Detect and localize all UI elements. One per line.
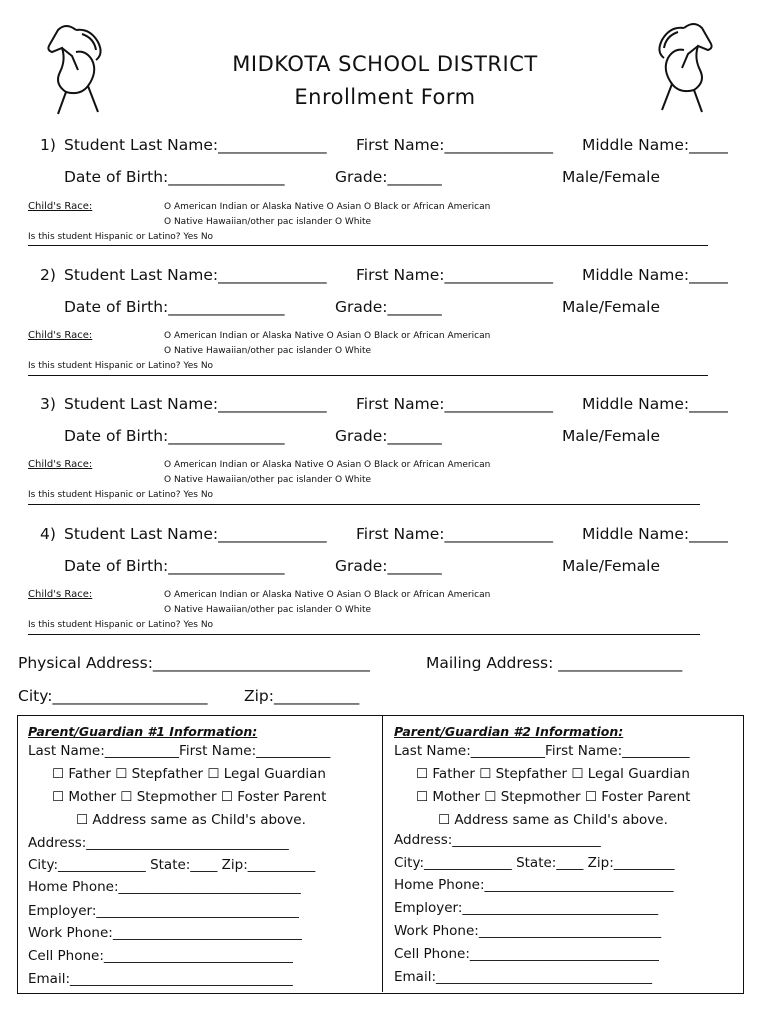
city-field[interactable]: City:____________________	[18, 687, 208, 705]
relationship-options-1[interactable]: ☐ Father ☐ Stepfather ☐ Legal Guardian	[52, 766, 326, 782]
sex-field[interactable]: Male/Female	[562, 557, 660, 575]
race-options-line1[interactable]: O American Indian or Alaska Native O Asian O Black or African American	[164, 202, 491, 212]
student-last-name-field[interactable]: Student Last Name:______________	[64, 525, 327, 543]
grade-field[interactable]: Grade:_______	[335, 168, 442, 186]
race-label: Child's Race:	[28, 330, 93, 341]
race-label: Child's Race:	[28, 589, 93, 600]
work-phone-field[interactable]: Work Phone:____________________________	[28, 925, 302, 941]
student-number: 2)	[40, 266, 56, 284]
student-first-name-field[interactable]: First Name:______________	[356, 525, 553, 543]
race-options-line2[interactable]: O Native Hawaiian/other pac islander O White	[164, 346, 372, 356]
guardian-address-field[interactable]: Address:______________________	[394, 832, 601, 848]
race-options-line2[interactable]: O Native Hawaiian/other pac islander O White	[164, 605, 372, 615]
race-options-line2[interactable]: O Native Hawaiian/other pac islander O White	[164, 475, 372, 485]
home-phone-field[interactable]: Home Phone:____________________________	[394, 877, 674, 893]
sex-field[interactable]: Male/Female	[562, 298, 660, 316]
race-options-line1[interactable]: O American Indian or Alaska Native O Asian O Black or African American	[164, 460, 491, 470]
race-label: Child's Race:	[28, 201, 93, 212]
email-field[interactable]: Email:_________________________________	[28, 971, 293, 987]
student-number: 3)	[40, 395, 56, 413]
date-of-birth-field[interactable]: Date of Birth:_______________	[64, 298, 285, 316]
employer-field[interactable]: Employer:_____________________________	[394, 900, 659, 916]
zip-field[interactable]: Zip:___________	[244, 687, 360, 705]
section-divider	[28, 375, 708, 376]
guardian-column-divider	[382, 716, 383, 992]
same-address-checkbox[interactable]: ☐ Address same as Child's above.	[76, 812, 306, 828]
race-label: Child's Race:	[28, 459, 93, 470]
hispanic-question[interactable]: Is this student Hispanic or Latino? Yes No	[28, 232, 214, 242]
student-last-name-field[interactable]: Student Last Name:______________	[64, 395, 327, 413]
same-address-checkbox[interactable]: ☐ Address same as Child's above.	[438, 812, 668, 828]
grade-field[interactable]: Grade:_______	[335, 557, 442, 575]
section-divider	[28, 504, 700, 505]
student-first-name-field[interactable]: First Name:______________	[356, 395, 553, 413]
student-first-name-field[interactable]: First Name:______________	[356, 266, 553, 284]
hispanic-question[interactable]: Is this student Hispanic or Latino? Yes No	[28, 361, 214, 371]
guardian-city-state-zip-field[interactable]: City:_____________ State:____ Zip:__________	[28, 857, 316, 873]
relationship-options-2[interactable]: ☐ Mother ☐ Stepmother ☐ Foster Parent	[416, 789, 691, 805]
student-last-name-field[interactable]: Student Last Name:______________	[64, 266, 327, 284]
guardian-name-fields[interactable]: Last Name:___________First Name:___________	[28, 743, 331, 759]
student-number: 4)	[40, 525, 56, 543]
student-middle-name-field[interactable]: Middle Name:_____	[582, 395, 728, 413]
mailing-address-field[interactable]: Mailing Address: ________________	[426, 654, 683, 672]
work-phone-field[interactable]: Work Phone:___________________________	[394, 923, 662, 939]
cell-phone-field[interactable]: Cell Phone:____________________________	[28, 948, 293, 964]
student-number: 1)	[40, 136, 56, 154]
hispanic-question[interactable]: Is this student Hispanic or Latino? Yes No	[28, 620, 214, 630]
section-divider	[28, 634, 700, 635]
relationship-options-1[interactable]: ☐ Father ☐ Stepfather ☐ Legal Guardian	[416, 766, 690, 782]
student-last-name-field[interactable]: Student Last Name:______________	[64, 136, 327, 154]
race-options-line2[interactable]: O Native Hawaiian/other pac islander O White	[164, 217, 372, 227]
race-options-line1[interactable]: O American Indian or Alaska Native O Asian O Black or African American	[164, 590, 491, 600]
guardian-name-fields[interactable]: Last Name:___________First Name:__________	[394, 743, 690, 759]
date-of-birth-field[interactable]: Date of Birth:_______________	[64, 168, 285, 186]
guardian-heading: Parent/Guardian #1 Information:	[28, 724, 258, 739]
student-middle-name-field[interactable]: Middle Name:_____	[582, 525, 728, 543]
district-title: MIDKOTA SCHOOL DISTRICT	[232, 52, 538, 76]
grade-field[interactable]: Grade:_______	[335, 298, 442, 316]
cell-phone-field[interactable]: Cell Phone:____________________________	[394, 946, 659, 962]
date-of-birth-field[interactable]: Date of Birth:_______________	[64, 427, 285, 445]
race-options-line1[interactable]: O American Indian or Alaska Native O Asian O Black or African American	[164, 331, 491, 341]
section-divider	[28, 245, 708, 246]
guardian-heading: Parent/Guardian #2 Information:	[394, 724, 624, 739]
student-first-name-field[interactable]: First Name:______________	[356, 136, 553, 154]
student-middle-name-field[interactable]: Middle Name:_____	[582, 266, 728, 284]
hispanic-question[interactable]: Is this student Hispanic or Latino? Yes No	[28, 490, 214, 500]
date-of-birth-field[interactable]: Date of Birth:_______________	[64, 557, 285, 575]
grade-field[interactable]: Grade:_______	[335, 427, 442, 445]
guardian-city-state-zip-field[interactable]: City:_____________ State:____ Zip:_________	[394, 855, 675, 871]
guardian-address-field[interactable]: Address:______________________________	[28, 835, 289, 851]
sex-field[interactable]: Male/Female	[562, 168, 660, 186]
physical-address-field[interactable]: Physical Address:____________________________	[18, 654, 370, 672]
form-title: Enrollment Form	[294, 85, 476, 109]
sex-field[interactable]: Male/Female	[562, 427, 660, 445]
relationship-options-2[interactable]: ☐ Mother ☐ Stepmother ☐ Foster Parent	[52, 789, 327, 805]
student-middle-name-field[interactable]: Middle Name:_____	[582, 136, 728, 154]
home-phone-field[interactable]: Home Phone:___________________________	[28, 879, 301, 895]
employer-field[interactable]: Employer:______________________________	[28, 903, 299, 919]
email-field[interactable]: Email:________________________________	[394, 969, 653, 985]
